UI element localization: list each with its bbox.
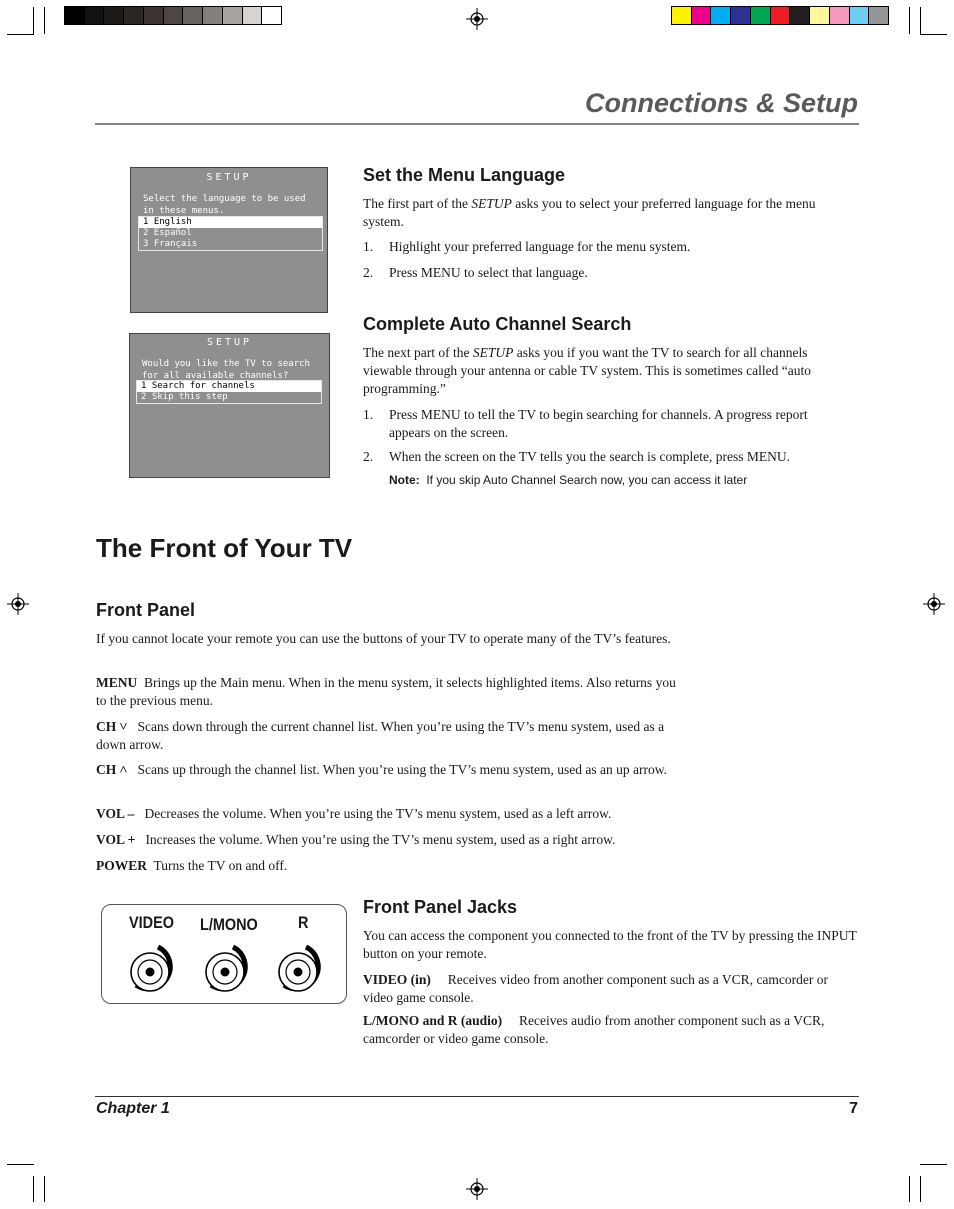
- crop-mark: [7, 1164, 34, 1165]
- calibration-swatch: [751, 7, 771, 24]
- jack-description-video: VIDEO (in) Receives video from another component such as a VCR, camcorder or video game console.: [363, 972, 829, 1005]
- calibration-swatch: [830, 7, 850, 24]
- setup-channel-search-screen: [129, 333, 330, 478]
- calibration-swatch: [65, 7, 85, 24]
- crop-mark: [7, 34, 34, 35]
- calibration-swatch: [164, 7, 184, 24]
- screen-prompt: Select the language to be used in these menus.: [143, 194, 306, 216]
- button-description-ch-up: CH ˄ Scans up through the channel list. When you’re using the TV’s menu system, used as an up arrow.: [96, 762, 667, 777]
- calibration-swatch: [711, 7, 731, 24]
- page-section-title: Connections & Setup: [584, 88, 858, 118]
- registration-target-icon: [466, 8, 488, 30]
- heading-auto-channel-search: Complete Auto Channel Search: [363, 314, 632, 334]
- header-rule: [95, 123, 859, 125]
- crop-mark: [44, 7, 45, 34]
- step-number: 2.: [363, 449, 374, 464]
- registration-target-icon: [923, 593, 945, 615]
- calibration-swatch: [104, 7, 124, 24]
- crop-mark: [909, 1176, 910, 1202]
- step-number: 1.: [363, 239, 374, 254]
- crop-mark: [33, 7, 34, 34]
- calibration-swatch: [243, 7, 263, 24]
- calibration-swatch: [692, 7, 712, 24]
- calibration-swatch: [223, 7, 243, 24]
- crop-mark: [920, 7, 921, 34]
- menu-language-intro: The first part of the SETUP asks you to select your preferred language for the menu system.: [363, 196, 816, 229]
- jack-label-r: R: [298, 913, 309, 932]
- button-description-vol-up: VOL + Increases the volume. When you’re using the TV’s menu system, used as a right arrow.: [96, 832, 616, 847]
- screen-title: SETUP: [206, 172, 252, 183]
- crop-mark: [909, 7, 910, 34]
- jack-label-l-mono: L/MONO: [200, 915, 258, 934]
- auto-search-step: When the screen on the TV tells you the search is complete, press MENU.: [389, 449, 791, 464]
- button-description-ch-down: CH ˅ Scans down through the current channel list. When you’re using the TV’s menu system, used as a down arrow.: [96, 719, 665, 752]
- registration-target-icon: [7, 593, 29, 615]
- audio-left-jack-icon: [203, 941, 257, 997]
- calibration-swatch: [731, 7, 751, 24]
- button-description-menu: MENU Brings up the Main menu. When in the menu system, it selects highlighted items. Also returns you to the previous menu.: [96, 675, 676, 708]
- screen-title: SETUP: [206, 337, 253, 348]
- menu-language-step: Highlight your preferred language for the menu system.: [389, 239, 691, 254]
- crop-mark: [44, 1176, 45, 1202]
- heading-front-of-tv: The Front of Your TV: [96, 533, 353, 563]
- calibration-swatch: [183, 7, 203, 24]
- screen-prompt: Would you like the TV to search for all available channels?: [142, 359, 310, 381]
- calibration-swatch: [850, 7, 870, 24]
- calibration-swatch: [810, 7, 830, 24]
- option-search-for-channels[interactable]: 1 Search for channels: [137, 381, 321, 392]
- calibration-swatch: [144, 7, 164, 24]
- crop-mark: [920, 1164, 947, 1165]
- step-number: 2.: [363, 265, 374, 280]
- heading-menu-language: Set the Menu Language: [363, 165, 566, 185]
- gray-calibration-bar: [64, 6, 282, 25]
- heading-front-panel-jacks: Front Panel Jacks: [363, 897, 518, 917]
- auto-search-step: Press MENU to tell the TV to begin searching for channels. A progress report appears on the screen.: [389, 407, 808, 440]
- calibration-swatch: [790, 7, 810, 24]
- footer-chapter: Chapter 1: [96, 1100, 170, 1117]
- color-calibration-bar: [671, 6, 889, 25]
- language-option-espanol[interactable]: 2 Español: [143, 228, 192, 238]
- language-option-francais[interactable]: 3 Français: [143, 239, 198, 249]
- step-number: 1.: [363, 407, 374, 422]
- button-description-vol-down: VOL – Decreases the volume. When you’re using the TV’s menu system, used as a left arrow.: [96, 806, 612, 821]
- calibration-swatch: [672, 7, 692, 24]
- jack-description-audio: L/MONO and R (audio) Receives audio from another component such as a VCR, camcorder or video game console.: [363, 1013, 825, 1046]
- crop-mark: [33, 1176, 34, 1202]
- calibration-swatch: [203, 7, 223, 24]
- menu-language-step: Press MENU to select that language.: [389, 265, 588, 280]
- page-number: 7: [849, 1100, 858, 1117]
- calibration-swatch: [262, 7, 281, 24]
- registration-target-icon: [466, 1178, 488, 1200]
- footer-rule: [95, 1096, 859, 1097]
- jacks-intro: You can access the component you connected to the front of the TV by pressing the INPUT button on your remote.: [363, 928, 857, 961]
- button-description-power: POWER Turns the TV on and off.: [96, 858, 288, 873]
- option-skip-step[interactable]: 2 Skip this step: [141, 392, 228, 402]
- video-jack-icon: [128, 941, 182, 997]
- search-options-list: [136, 380, 322, 404]
- calibration-swatch: [771, 7, 791, 24]
- calibration-swatch: [124, 7, 144, 24]
- crop-mark: [920, 34, 947, 35]
- front-panel-intro: If you cannot locate your remote you can use the buttons of your TV to operate many of the TV’s features.: [96, 631, 671, 646]
- calibration-swatch: [85, 7, 105, 24]
- setup-language-screen: [130, 167, 328, 313]
- heading-front-panel: Front Panel: [96, 600, 196, 620]
- language-list: [138, 216, 323, 251]
- audio-right-jack-icon: [276, 941, 330, 997]
- calibration-swatch: [869, 7, 888, 24]
- auto-search-note: Note: If you skip Auto Channel Search now, you can access it later: [389, 473, 748, 487]
- crop-mark: [920, 1176, 921, 1202]
- language-option-english[interactable]: 1 English: [139, 217, 322, 228]
- jack-label-video: VIDEO: [129, 913, 174, 932]
- front-panel-jacks-illustration: [101, 904, 347, 1004]
- auto-search-intro: The next part of the SETUP asks you if you want the TV to search for all channels viewable through your antenna or cable TV system. This is sometimes called “auto programming.”: [363, 345, 812, 396]
